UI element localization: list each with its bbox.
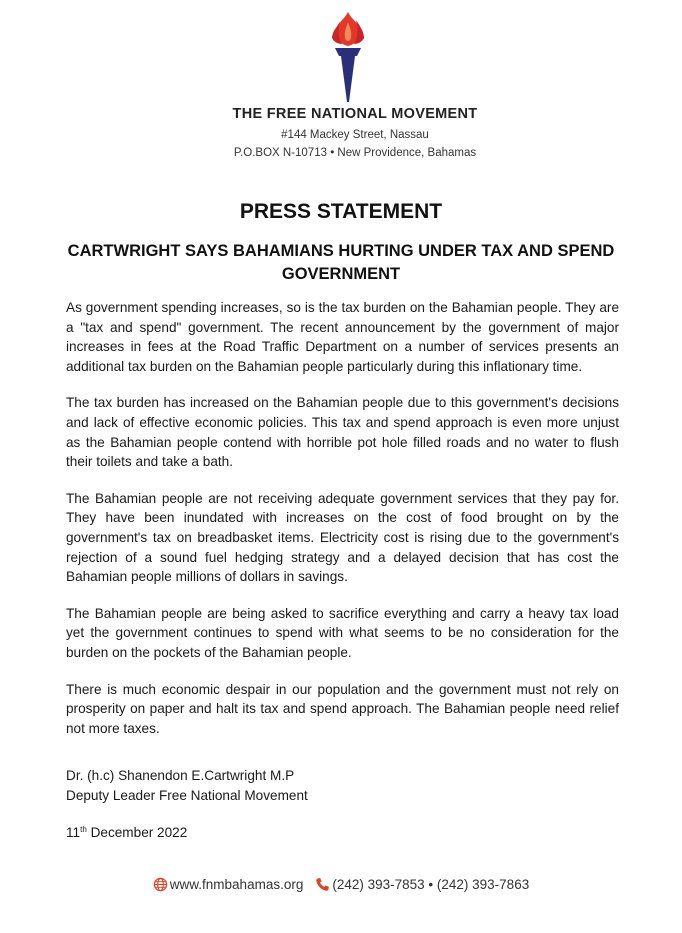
- organization-name: THE FREE NATIONAL MOVEMENT: [232, 106, 478, 122]
- headline: CARTWRIGHT SAYS BAHAMIANS HURTING UNDER TAX AND SPEND GOVERNMENT: [67, 242, 615, 283]
- website-link[interactable]: www.fnmbahamas.org: [169, 876, 304, 892]
- phone-numbers: (242) 393-7853 • (242) 393-7863: [332, 876, 530, 892]
- date-day: 11: [66, 825, 81, 840]
- paragraph: There is much economic despair in our population and the government must not rely on prosperity on paper and halt its tax and spend approach. The Bahamian people need relief not more taxes.: [66, 681, 619, 736]
- organization-header: [0, 106, 682, 162]
- footer-contact: [0, 876, 682, 892]
- paragraph: As government spending increases, so is the tax burden on the Bahamian people. They are a "tax and spend" government. The recent announcement by the government of major increases in fees at the Road Traffic Department on a number of services presents an additional tax burden on the Bahamian people particularly during this inflationary time.: [66, 300, 619, 374]
- signatory-role: Deputy Leader Free National Movement: [66, 787, 308, 803]
- document-title: PRESS STATEMENT: [239, 200, 443, 223]
- date-rest: December 2022: [86, 825, 188, 840]
- paragraph: The Bahamian people are not receiving adequate government services that they pay for. They have been inundated with increases on the cost of food brought on by the government's tax on breadbasket items. Electricity cost is rising due to the government's rejection of a sound fuel hedging strategy and a delayed decision that has cost the Bahamian people millions of dollars in savings.: [66, 490, 619, 585]
- date-suffix: th: [80, 825, 87, 834]
- signatory-name: Dr. (h.c) Shanendon E.Cartwright M.P: [66, 768, 295, 783]
- paragraph: The Bahamian people are being asked to sacrifice everything and carry a heavy tax load yet the government continues to spend with what seems to be no consideration for the burden on the pockets of the Bahamian people.: [66, 605, 619, 660]
- address-line-1: #144 Mackey Street, Nassau: [281, 129, 429, 141]
- statement-date: [66, 820, 187, 843]
- address-line-2: P.O.BOX N-10713 • New Providence, Bahamas: [233, 147, 477, 159]
- signature-block: [66, 766, 308, 805]
- statement-body: [66, 298, 619, 755]
- torch-icon: [326, 8, 370, 104]
- globe-icon: [153, 877, 168, 892]
- phone-icon: [315, 877, 330, 892]
- organization-address: [28, 126, 682, 162]
- paragraph: The tax burden has increased on the Bahamian people due to this government's decisions and lack of effective economic policies. This tax and spend approach is even more unjust as the Bahamian people contend with horrible pot hole filled roads and no water to flush their toilets and take a bath.: [66, 395, 619, 470]
